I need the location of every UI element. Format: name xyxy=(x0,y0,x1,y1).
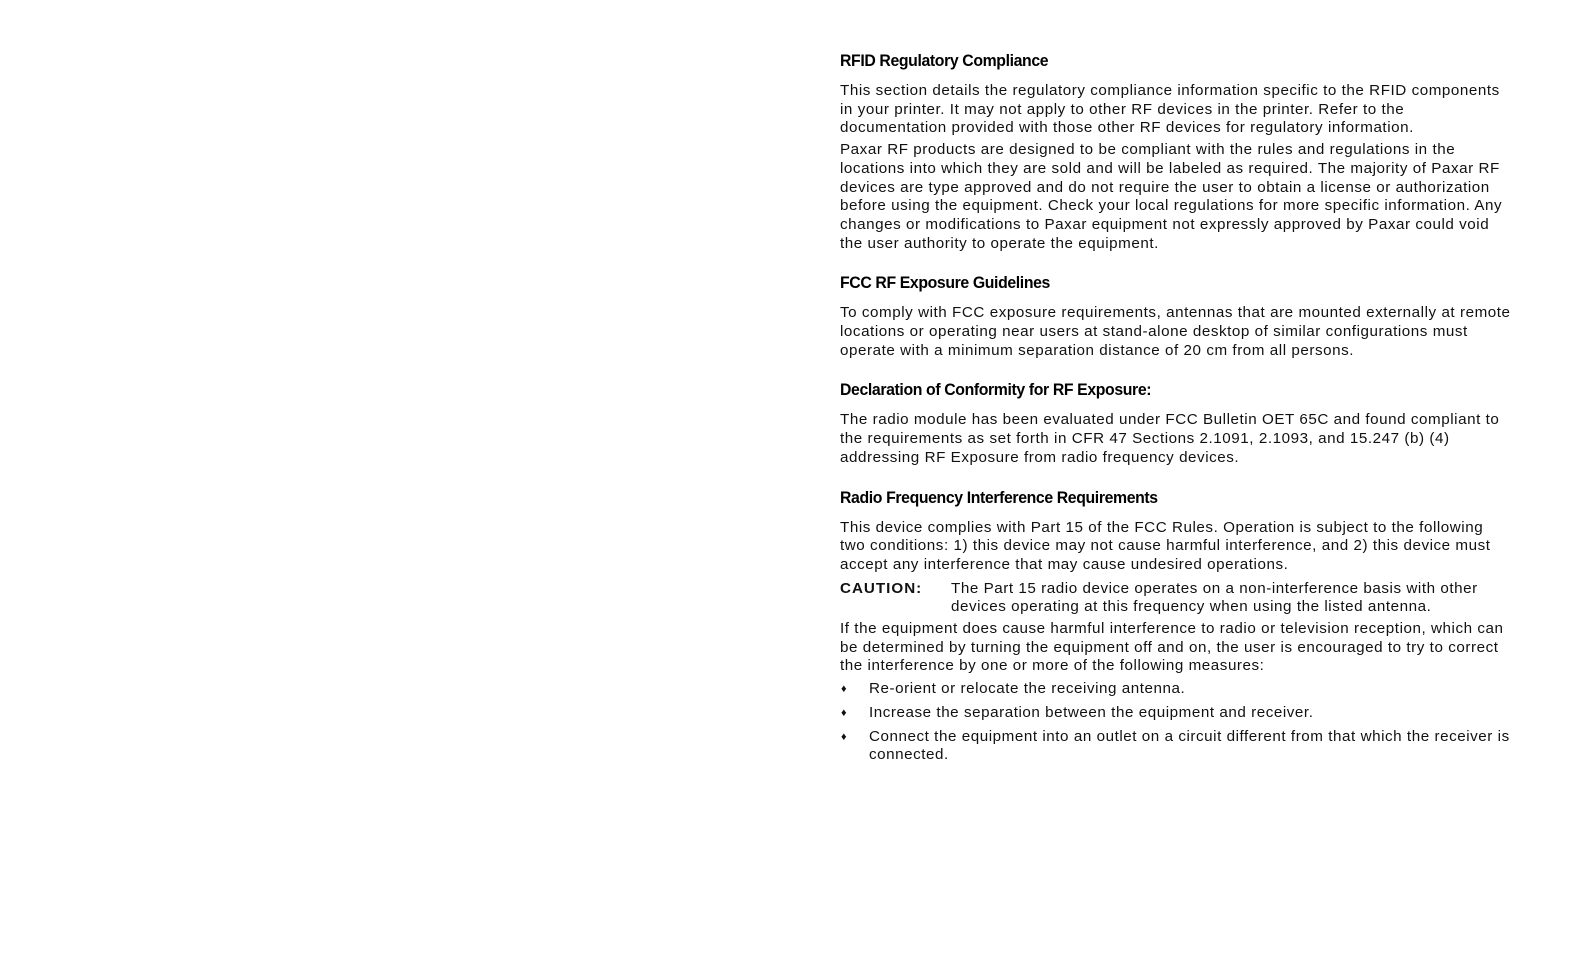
list-item-text: Re-orient or relocate the receiving antenna. xyxy=(869,680,1186,698)
caution-text: The Part 15 radio device operates on a non-interference basis with other devices operating at this frequency when using the listed antenna. xyxy=(951,579,1478,616)
caution-note xyxy=(840,580,1512,617)
diamond-bullet-icon: ♦ xyxy=(841,706,848,719)
caution-label: CAUTION: xyxy=(840,579,923,597)
paragraph-rfid-intro: This section details the regulatory compliance information specific to the RFID components in your printer. It may not apply to other RF devices in the printer. Refer to the documentation provided with those other RF devices for regulatory information. xyxy=(840,82,1500,137)
section-heading-rf-interference: Radio Frequency Interference Requirements xyxy=(840,487,1158,507)
paragraph-interference-measures: If the equipment does cause harmful interference to radio or television reception, which can be determined by turning the equipment off and on, the user is encouraged to try to correct the interference by one or more of the following measures: xyxy=(840,620,1504,675)
section-heading-fcc-exposure: FCC RF Exposure Guidelines xyxy=(840,273,1050,293)
measures-list xyxy=(840,680,1512,765)
section-heading-rfid-compliance: RFID Regulatory Compliance xyxy=(840,51,1049,70)
document-page xyxy=(840,49,1512,770)
list-item-text: Connect the equipment into an outlet on a circuit different from that which the receiver is connected. xyxy=(869,727,1510,764)
paragraph-part-15: This device complies with Part 15 of the FCC Rules. Operation is subject to the following two conditions: 1) this device may not cause harmful interference, and 2) this device must accept any interference that may cause undesired operations. xyxy=(840,518,1491,573)
diamond-bullet-icon: ♦ xyxy=(841,730,848,743)
list-item-text: Increase the separation between the equipment and receiver. xyxy=(869,703,1314,721)
list-item xyxy=(840,704,1512,723)
diamond-bullet-icon: ♦ xyxy=(841,683,848,696)
list-item xyxy=(840,680,1512,699)
paragraph-paxar-rf-products: Paxar RF products are designed to be compliant with the rules and regulations in the locations into which they are sold and will be labeled as required. The majority of Paxar RF devices are type approved and do not require the user to obtain a license or authorization before using the equipment. Check your local regulations for more specific information. Any changes or modifications to Paxar equipment not expressly approved by Paxar could void the user authority to operate the equipment. xyxy=(840,141,1503,252)
paragraph-declaration-conformity: The radio module has been evaluated under FCC Bulletin OET 65C and found compliant to the requirements as set forth in CFR 47 Sections 2.1091, 2.1093, and 15.247 (b) (4) addressing RF Exposure from radio frequency devices. xyxy=(840,411,1500,466)
section-heading-declaration-conformity: Declaration of Conformity for RF Exposure: xyxy=(840,380,1152,400)
list-item xyxy=(840,728,1512,765)
paragraph-fcc-exposure: To comply with FCC exposure requirements, antennas that are mounted externally at remote locations or operating near users at stand-alone desktop of similar configurations must operate with a minimum separation distance of 20 cm from all persons. xyxy=(840,304,1511,359)
